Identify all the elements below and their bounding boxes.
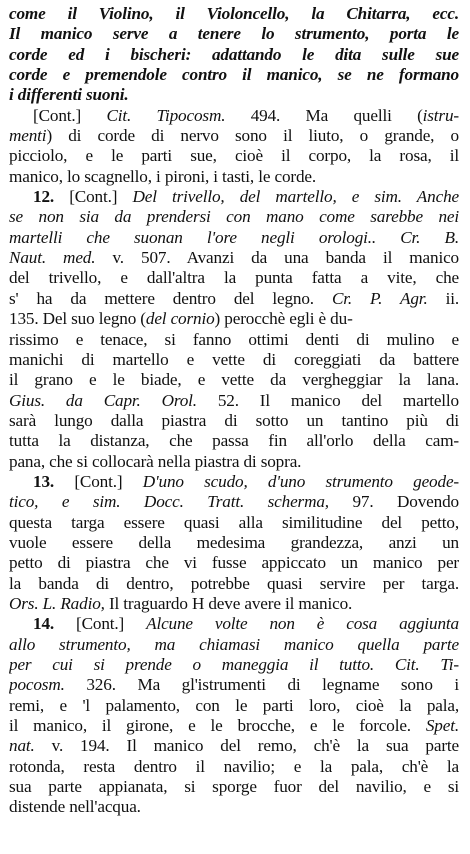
text-line bbox=[9, 350, 459, 370]
text-segment: tico, e sim. Docc. Tratt. scherma, bbox=[9, 492, 329, 512]
text-segment: 97. Dovendo bbox=[328, 492, 459, 512]
text-line bbox=[9, 716, 459, 736]
text-segment: Naut. med. bbox=[9, 248, 96, 268]
text-segment: i differenti suoni. bbox=[9, 85, 129, 105]
text-segment: martelli che suonan l'ore negli orologi.. Cr. B. bbox=[9, 227, 459, 247]
paragraph-sense-13 bbox=[9, 472, 459, 614]
text-line bbox=[9, 696, 459, 716]
text-line bbox=[9, 635, 459, 655]
text-segment: 13. bbox=[33, 471, 55, 491]
paragraph-sense-14 bbox=[9, 614, 459, 817]
text-segment: menti bbox=[9, 126, 47, 146]
text-line bbox=[9, 675, 459, 695]
text-segment: Gius. da Capr. Orol. bbox=[9, 390, 197, 410]
text-line bbox=[9, 797, 459, 817]
text-segment: 14. bbox=[33, 614, 55, 634]
text-line bbox=[9, 472, 459, 492]
text-line bbox=[9, 533, 459, 553]
text-line bbox=[9, 757, 459, 777]
text-segment: manichi di martello e vette di coreggiati da battere bbox=[9, 349, 459, 369]
text-segment: Ors. L. Radio, bbox=[9, 593, 105, 613]
text-segment: [Cont.] bbox=[54, 471, 143, 491]
text-segment: [Cont.] bbox=[33, 105, 107, 125]
text-line bbox=[9, 777, 459, 797]
text-segment: rissimo e tenace, si fanno ottimi denti di mulino e bbox=[9, 329, 459, 349]
text-segment: petto di piastra che vi fusse appiccato un manico per bbox=[9, 553, 459, 573]
text-segment: rotonda, resta dentro il navilio; e la pala, ch'è la bbox=[9, 756, 459, 776]
text-line bbox=[9, 85, 459, 105]
paragraph-continuation bbox=[9, 4, 459, 106]
text-segment: vuole essere della medesima grandezza, anzi un bbox=[9, 532, 459, 552]
text-segment: il grano e le biade, e vette da vergheggiar la lana. bbox=[9, 370, 459, 390]
text-segment: 494. Ma quelli ( bbox=[225, 105, 423, 125]
text-segment: picciolo, e le parti sue, cioè il corpo, la rosa, il bbox=[9, 146, 459, 166]
text-segment: 52. Il manico del martello bbox=[196, 390, 459, 410]
text-segment: questa targa essere quasi alla similitudine del petto, bbox=[9, 512, 459, 532]
text-segment: del trivello, e dall'altra la punta fatta a vite, che bbox=[9, 268, 459, 288]
text-segment: ) perocchè egli è du- bbox=[214, 309, 353, 329]
text-segment: se non sia da prendersi con mano come sarebbe nei bbox=[9, 207, 459, 227]
text-segment: allo strumento, ma chiamasi manico quella parte bbox=[9, 634, 459, 654]
text-segment: v. 507. Avanzi da una banda il manico bbox=[95, 248, 459, 268]
text-segment: v. 194. Il manico del remo, ch'è la sua parte bbox=[34, 736, 459, 756]
text-line bbox=[9, 391, 459, 411]
text-segment: manico, lo scagnello, i pironi, i tasti, le corde. bbox=[9, 166, 317, 186]
text-line bbox=[9, 370, 459, 390]
text-segment: del cornio bbox=[145, 309, 215, 329]
text-segment: Del trivello, del martello, e sim. Anche bbox=[132, 187, 459, 207]
text-line bbox=[9, 207, 459, 227]
text-segment: s' ha da mettere dentro del legno. bbox=[9, 288, 332, 308]
text-line bbox=[9, 614, 459, 634]
text-line bbox=[9, 513, 459, 533]
text-segment: corde e premendole contro il manico, se ne formano bbox=[9, 65, 459, 85]
text-segment: pocosm. bbox=[9, 675, 65, 695]
text-line bbox=[9, 24, 459, 44]
text-line bbox=[9, 167, 459, 187]
text-line bbox=[9, 65, 459, 85]
text-segment: [Cont.] bbox=[54, 614, 147, 634]
text-segment: la banda di dentro, potrebbe quasi servire per targa. bbox=[9, 573, 459, 593]
text-segment: nat. bbox=[9, 736, 35, 756]
text-segment: sua parte appianata, si sporge fuor del navilio, e si bbox=[9, 777, 459, 797]
text-segment: Spet. bbox=[425, 716, 459, 736]
text-line bbox=[9, 126, 459, 146]
text-segment: corde ed i bischeri: adattando le dita sulle sue bbox=[9, 44, 459, 64]
text-line bbox=[9, 106, 459, 126]
text-line bbox=[9, 655, 459, 675]
text-line bbox=[9, 289, 459, 309]
text-line bbox=[9, 187, 459, 207]
text-segment: Alcune volte non è cosa aggiunta bbox=[146, 614, 459, 634]
text-line bbox=[9, 4, 459, 24]
text-line bbox=[9, 45, 459, 65]
text-segment: remi, e 'l palamento, con le parti loro, cioè la pala, bbox=[9, 695, 459, 715]
paragraph-cit-tipocosm bbox=[9, 106, 459, 187]
text-line bbox=[9, 228, 459, 248]
text-segment: Il manico serve a tenere lo strumento, porta le bbox=[9, 24, 459, 44]
text-segment: tutta la distanza, che passa fin all'orlo della cam- bbox=[9, 431, 459, 451]
text-line bbox=[9, 411, 459, 431]
text-line bbox=[9, 594, 459, 614]
text-segment: Cit. Tipocosm. bbox=[106, 105, 226, 125]
text-segment: 12. bbox=[33, 187, 55, 207]
text-line bbox=[9, 431, 459, 451]
text-segment: come il Violino, il Violoncello, la Chitarra, ecc. bbox=[9, 4, 459, 23]
text-line bbox=[9, 146, 459, 166]
text-segment: per cui si prende o maneggia il tutto. Cit. Ti- bbox=[9, 655, 459, 674]
paragraph-sense-12 bbox=[9, 187, 459, 472]
text-line bbox=[9, 452, 459, 472]
text-segment: sarà lungo dalla piastra di sotto un tantino più di bbox=[9, 410, 459, 430]
text-line bbox=[9, 330, 459, 350]
text-segment: 135. Del suo legno ( bbox=[9, 309, 146, 329]
text-line bbox=[9, 492, 459, 512]
text-segment: [Cont.] bbox=[54, 187, 133, 207]
text-segment: distende nell'acqua. bbox=[9, 797, 141, 817]
text-line bbox=[9, 268, 459, 288]
text-segment: Il traguardo H deve avere il manico. bbox=[104, 593, 353, 613]
text-line bbox=[9, 574, 459, 594]
text-line bbox=[9, 248, 459, 268]
text-segment: ) di corde di nervo sono il liuto, o grande, o bbox=[46, 126, 459, 146]
text-line bbox=[9, 309, 459, 329]
text-segment: D'uno scudo, d'uno strumento geode- bbox=[142, 471, 459, 491]
text-segment: il manico, il girone, e le brocche, e le forcole. bbox=[9, 716, 426, 736]
text-segment: pana, che si collocarà nella piastra di sopra. bbox=[9, 451, 302, 471]
text-line bbox=[9, 736, 459, 756]
text-segment: 326. Ma gl'istrumenti di legname sono i bbox=[64, 675, 459, 695]
text-segment: ii. bbox=[427, 288, 459, 308]
text-line bbox=[9, 553, 459, 573]
text-segment: istru- bbox=[422, 105, 459, 125]
text-segment: Cr. P. Agr. bbox=[331, 288, 428, 308]
